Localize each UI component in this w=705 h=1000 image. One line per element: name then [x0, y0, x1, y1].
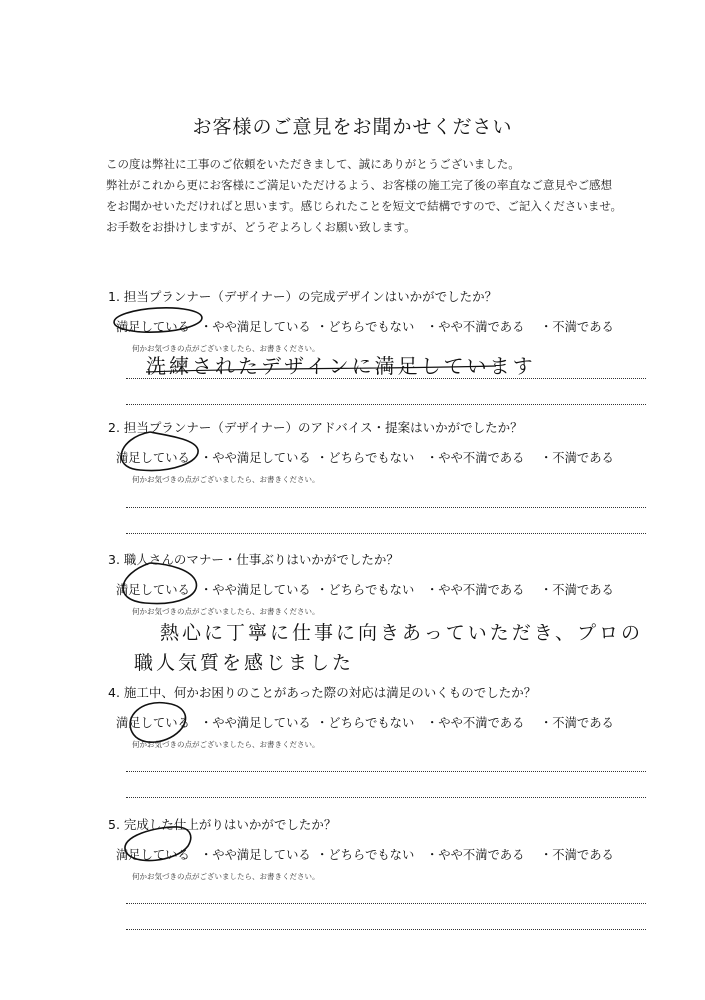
option-somewhat-dissatisfied[interactable]: ・やや不満である [426, 583, 525, 597]
handwritten-answer: 熱心に丁寧に仕事に向きあっていただき、プロの [160, 622, 644, 644]
comment-hint: 何かお気づきの点がございましたら、お書きください。 [132, 344, 320, 353]
option-dissatisfied[interactable]: ・不満である [540, 451, 614, 465]
selection-circle [113, 306, 202, 335]
option-somewhat-satisfied[interactable]: ・やや満足している [200, 451, 311, 465]
comment-hint: 何かお気づきの点がございましたら、お書きください。 [132, 475, 320, 484]
option-neutral[interactable]: ・どちらでもない [316, 451, 415, 465]
question-text: 5. 完成した仕上がりはいかがでしたか？ [108, 817, 337, 832]
comment-hint: 何かお気づきの点がございましたら、お書きください。 [132, 607, 320, 616]
option-somewhat-dissatisfied[interactable]: ・やや不満である [426, 451, 525, 465]
comment-hint: 何かお気づきの点がございましたら、お書きください。 [132, 740, 320, 749]
intro-line: この度は弊社に工事のご依頼をいただきまして、誠にありがとうございました。 [106, 157, 520, 171]
option-somewhat-satisfied[interactable]: ・やや満足している [200, 320, 311, 334]
comment-hint: 何かお気づきの点がございましたら、お書きください。 [132, 872, 320, 881]
option-somewhat-dissatisfied[interactable]: ・やや不満である [426, 320, 525, 334]
option-somewhat-satisfied[interactable]: ・やや満足している [200, 583, 311, 597]
option-satisfied[interactable]: 満足している [116, 583, 190, 597]
intro-line: をお聞かせいただければと思います。感じられたことを短文で結構ですので、ご記入くださいませ。 [106, 199, 622, 213]
question-text: 2. 担当プランナー（デザイナー）のアドバイス・提案はいかがでしたか？ [108, 420, 523, 435]
option-neutral[interactable]: ・どちらでもない [316, 716, 415, 730]
page-title: お客様のご意見をお聞かせください [192, 116, 513, 138]
option-dissatisfied[interactable]: ・不満である [540, 320, 614, 334]
option-dissatisfied[interactable]: ・不満である [540, 583, 614, 597]
question-text: 4. 施工中、何かお困りのことがあった際の対応は満足のいくものでしたか？ [108, 685, 537, 700]
question-text: 3. 職人さんのマナー・仕事ぶりはいかがでしたか？ [108, 552, 399, 567]
handwritten-answer: 洗練されたデザインに満足しています [146, 354, 536, 378]
selection-circle [123, 563, 197, 604]
selection-circle [125, 827, 191, 861]
option-neutral[interactable]: ・どちらでもない [316, 320, 415, 334]
option-neutral[interactable]: ・どちらでもない [316, 583, 415, 597]
intro-line: お手数をお掛けしますが、どうぞよろしくお願い致します。 [106, 220, 416, 234]
option-somewhat-dissatisfied[interactable]: ・やや不満である [426, 848, 525, 862]
option-neutral[interactable]: ・どちらでもない [316, 848, 415, 862]
option-satisfied[interactable]: 満足している [116, 320, 190, 334]
option-dissatisfied[interactable]: ・不満である [540, 716, 614, 730]
option-dissatisfied[interactable]: ・不満である [540, 848, 614, 862]
option-satisfied[interactable]: 満足している [116, 716, 190, 730]
selection-circle [130, 703, 185, 743]
handwritten-answer: 職人気質を感じました [134, 652, 355, 674]
question-text: 1. 担当プランナー（デザイナー）の完成デザインはいかがでしたか？ [108, 289, 498, 304]
handwriting-underline [146, 366, 496, 372]
selection-circle [121, 432, 198, 470]
option-somewhat-satisfied[interactable]: ・やや満足している [200, 848, 311, 862]
option-somewhat-dissatisfied[interactable]: ・やや不満である [426, 716, 525, 730]
option-satisfied[interactable]: 満足している [116, 848, 190, 862]
intro-line: 弊社がこれから更にお客様にご満足いただけるよう、お客様の施工完了後の率直なご意見やご感想 [106, 178, 612, 192]
option-somewhat-satisfied[interactable]: ・やや満足している [200, 716, 311, 730]
option-satisfied[interactable]: 満足している [116, 451, 190, 465]
